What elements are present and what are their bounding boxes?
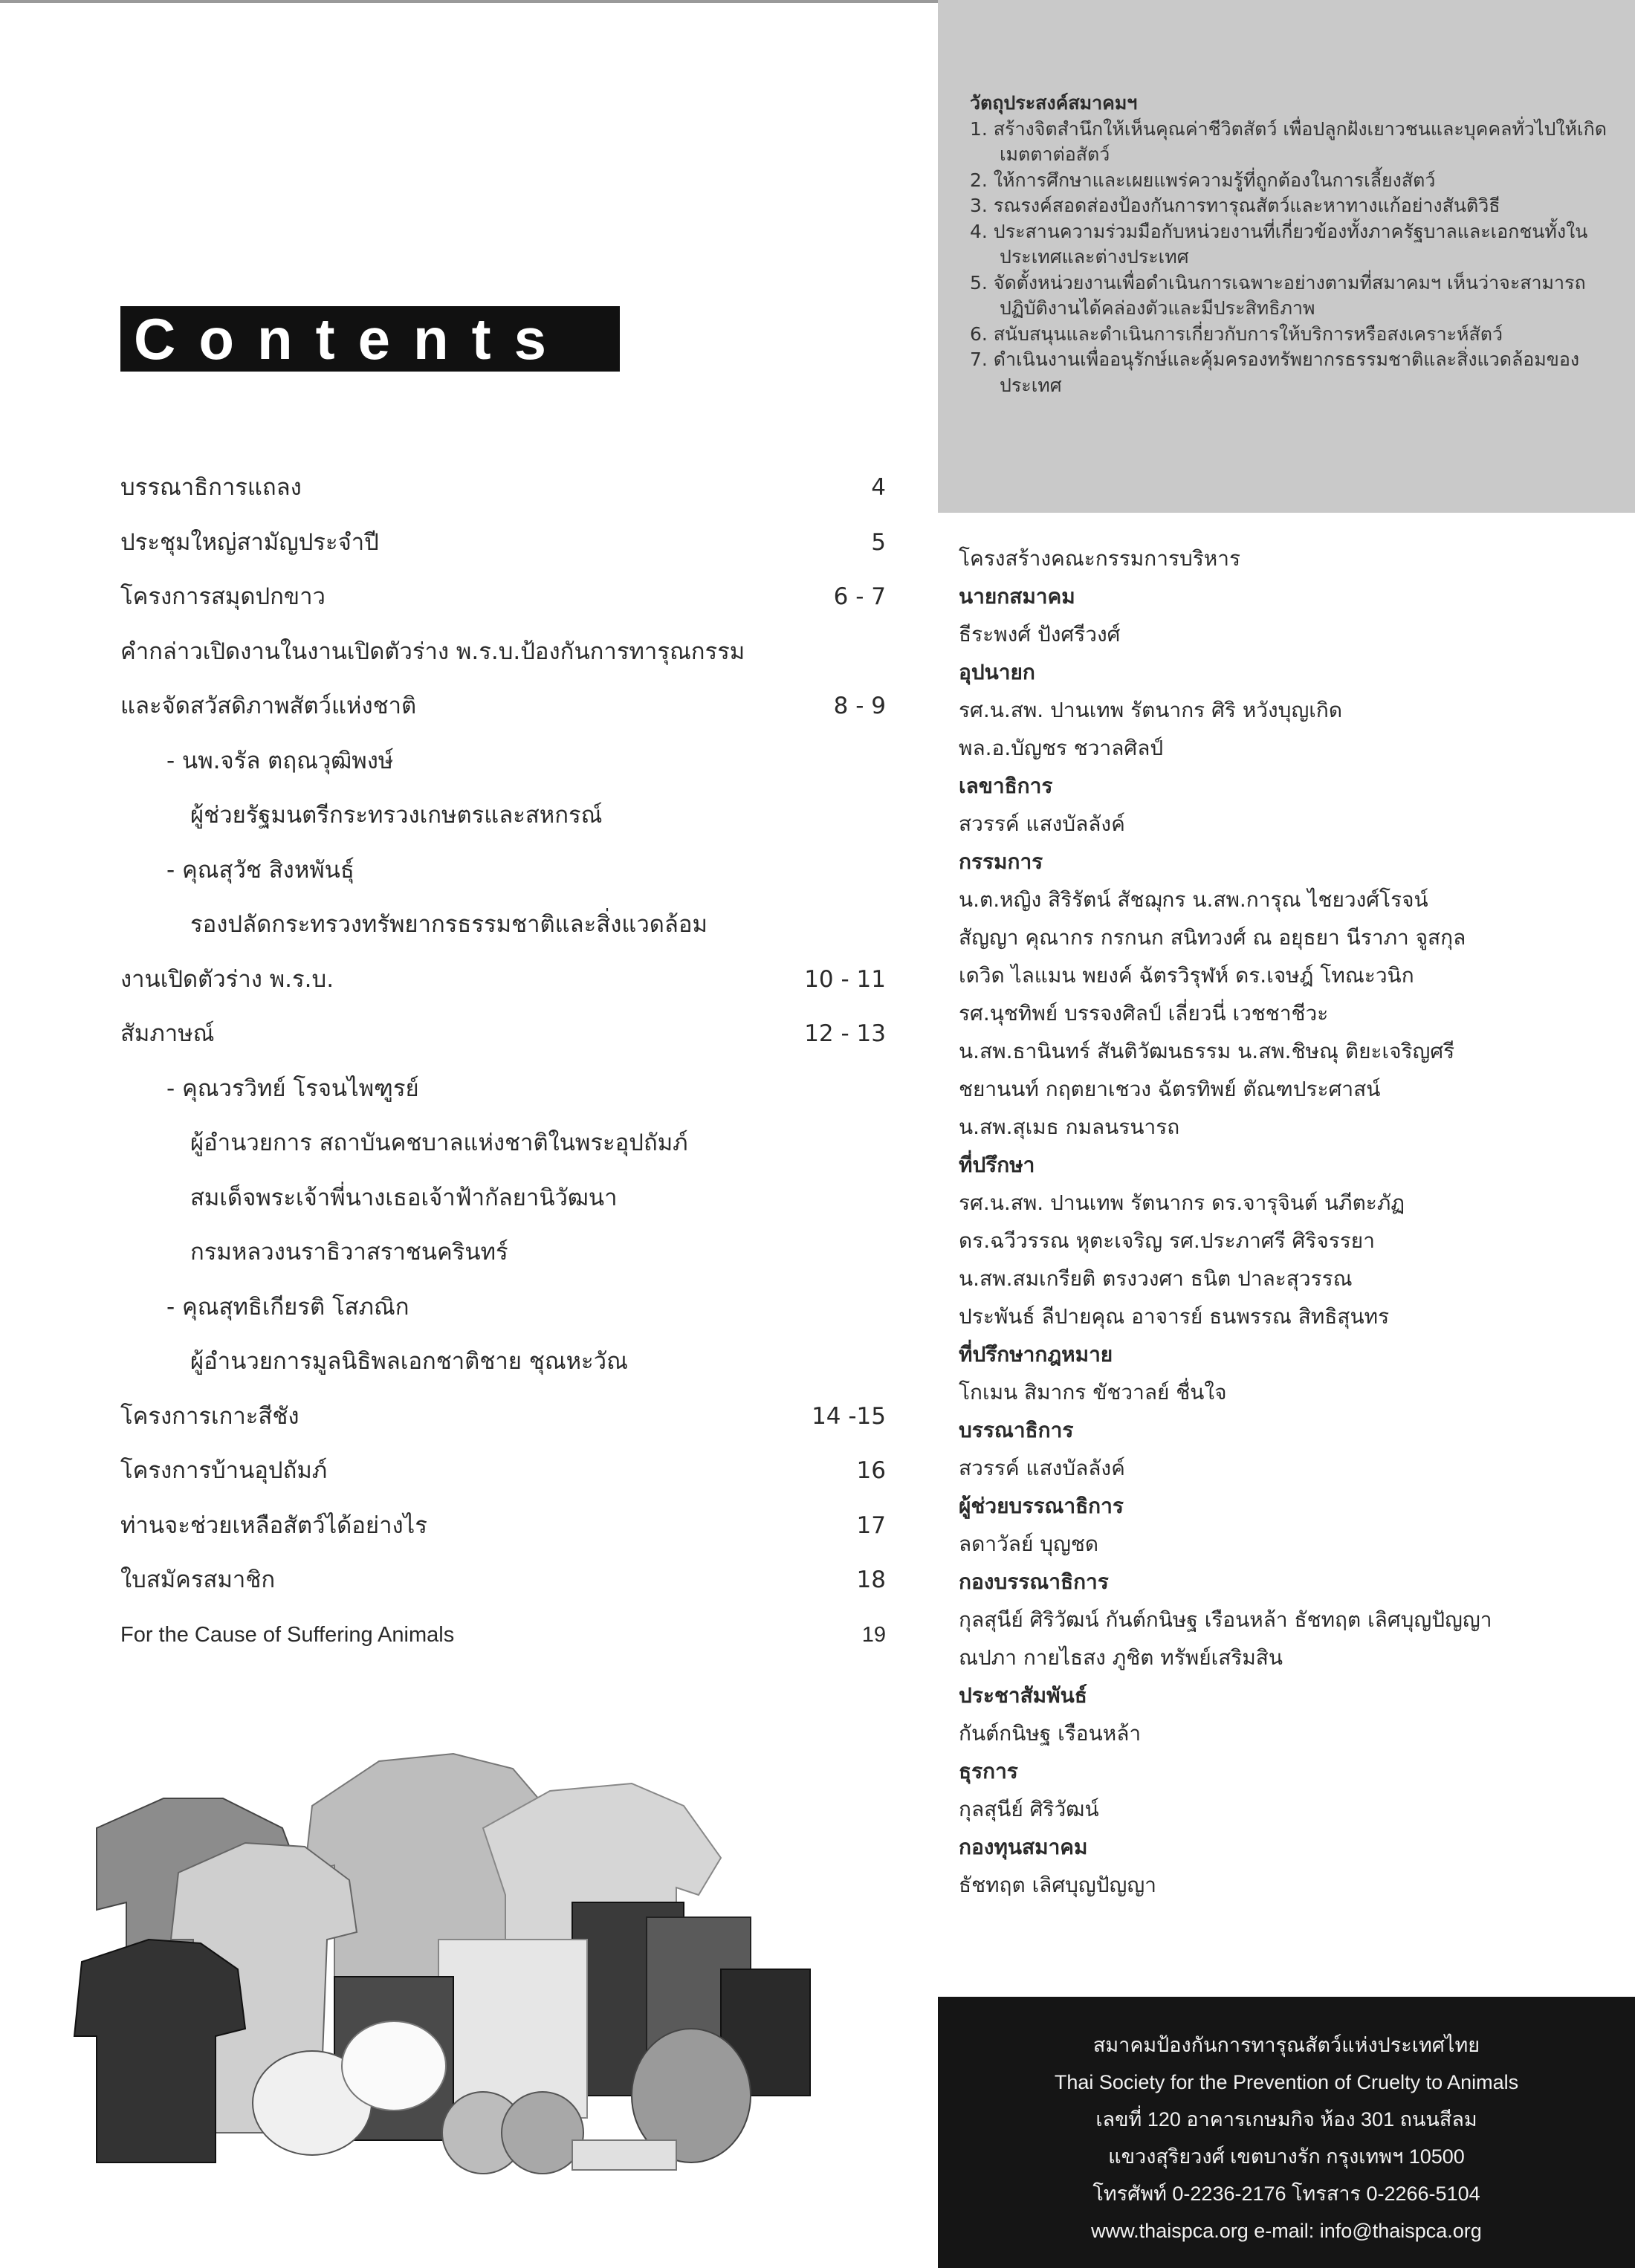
toc-entry-title: For the Cause of Suffering Animals (120, 1622, 455, 1647)
committee-member: รศ.น.สพ. ปานเทพ รัตนากร ศิริ หวังบุญเกิด (959, 698, 1343, 722)
committee-role: ผู้ช่วยบรรณาธิการ (959, 1494, 1124, 1518)
committee-member: สัญญา คุณากร กรกนก สนิทวงศ์ ณ อยุธยา นีราภา จูสกุล (959, 925, 1466, 950)
committee-member: กันต์กนิษฐ เรือนหล้า (959, 1721, 1142, 1746)
committee-role: นายกสมาคม (959, 584, 1075, 609)
toc-entry (120, 461, 886, 516)
toc-entry (120, 898, 886, 953)
toc-entry (120, 516, 886, 571)
toc-entry-page: 16 (856, 1457, 886, 1484)
toc-entry (120, 1116, 886, 1171)
toc-entry-page: 14 -15 (812, 1402, 886, 1430)
objective-item: 7. ดำเนินงานเพื่ออนุรักษ์และคุ้มครองทรัพยากรธรรมชาติและสิ่งแวดล้อมของประเทศ (970, 349, 1580, 396)
committee-member: ลดาวัลย์ บุญชด (959, 1532, 1099, 1556)
committee-member: ธีระพงศ์ ปังศรีวงศ์ (959, 622, 1121, 647)
committee-role: บรรณาธิการ (959, 1418, 1074, 1442)
toc-entry (120, 1280, 886, 1335)
footer-line: www.thaispca.org e-mail: info@thaispca.org (1091, 2220, 1482, 2242)
footer-line: เลขที่ 120 อาคารเกษมกิจ ห้อง 301 ถนนสีลม (1095, 2108, 1477, 2131)
committee-role: กองบรรณาธิการ (959, 1569, 1109, 1594)
objective-item: 6. สนับสนุนและดำเนินการเกี่ยวกับการให้บริการหรือสงเคราะห์สัตว์ (970, 323, 1503, 345)
toc-entry (120, 1007, 886, 1062)
committee-member: โกเมน สิมากร ขัชวาลย์ ชื่นใจ (959, 1380, 1227, 1404)
objectives-heading: วัตถุประสงค์สมาคมฯ (970, 92, 1138, 114)
toc-entry-page: 5 (871, 528, 886, 556)
committee-member: พล.อ.บัญชร ชวาลศิลป์ (959, 736, 1164, 760)
toc-entry (120, 570, 886, 625)
toc-entry-title: โครงการบ้านอุปถัมภ์ (120, 1457, 328, 1484)
toc-entry (120, 1444, 886, 1499)
merchandise-photo (67, 1717, 855, 2177)
toc-entry (120, 843, 886, 898)
toc-entry-title: โครงการเกาะสีชัง (120, 1402, 300, 1430)
committee-structure (959, 540, 1613, 1904)
committee-member: ณปภา กายไธสง ภูชิต ทรัพย์เสริมสิน (959, 1645, 1283, 1670)
committee-role: เลขาธิการ (959, 774, 1053, 798)
footer-line: แขวงสุริยวงศ์ เขตบางรัก กรุงเทพฯ 10500 (1108, 2145, 1465, 2168)
committee-member: ประพันธ์ ลีปายคุณ อาจารย์ ธนพรรณ สิทธิสุนทร (959, 1304, 1390, 1329)
committee-role: อุปนายก (959, 660, 1035, 684)
toc-entry-title: ผู้อำนวยการ สถาบันคชบาลแห่งชาติในพระอุปถัมภ์ (190, 1130, 688, 1156)
objective-item: 2. ให้การศึกษาและเผยแพร่ความรู้ที่ถูกต้องในการเลี้ยงสัตว์ (970, 169, 1436, 191)
toc-entry-title: - คุณสุวัช สิงหพันธุ์ (166, 856, 354, 884)
toc-entry (120, 679, 886, 734)
toc-entry-title: ใบสมัครสมาชิก (120, 1566, 276, 1593)
committee-member: กุลสุนีย์ ศิริวัฒน์ กันต์กนิษฐ เรือนหล้า ธัชทฤต เลิศบุญปัญญา (959, 1607, 1492, 1632)
toc-entry-title: และจัดสวัสดิภาพสัตว์แห่งชาติ (120, 693, 417, 719)
toc-entry (120, 1608, 886, 1663)
toc-entry (120, 625, 886, 680)
toc-entry (120, 953, 886, 1008)
toc-entry-page: 10 - 11 (804, 965, 886, 993)
committee-member: ชยานนท์ กฤตยาเชวง ฉัตรทิพย์ ตัณฑประศาสน์ (959, 1077, 1381, 1101)
contents-heading: Contents (120, 306, 620, 372)
toc-entry (120, 1553, 886, 1608)
toc-entry (120, 734, 886, 789)
committee-member: สวรรค์ แสงบัลลังค์ (959, 1456, 1125, 1480)
toc-entry-title: โครงการสมุดปกขาว (120, 583, 326, 610)
toc-entry-title: บรรณาธิการแถลง (120, 474, 302, 501)
committee-role: ที่ปรึกษา (959, 1153, 1035, 1177)
toc-entry-page: 4 (871, 474, 886, 501)
committee-member: น.สพ.สุเมธ กมลนรนารถ (959, 1115, 1180, 1139)
toc-entry-title: - คุณวรวิทย์ โรจนไพฑูรย์ (166, 1075, 419, 1102)
toc-entry (120, 1225, 886, 1280)
committee-member: รศ.นุชทิพย์ บรรจงศิลป์ เลี่ยวนี่ เวชชาชีวะ (959, 1001, 1329, 1026)
toc-entry-page: 12 - 13 (804, 1020, 886, 1047)
toc-entry (120, 1499, 886, 1554)
toc-entry-title: ท่านจะช่วยเหลือสัตว์ได้อย่างไร (120, 1512, 427, 1539)
toc-entry-title: ผู้อำนวยการมูลนิธิพลเอกชาติชาย ชุณหะวัณ (190, 1348, 628, 1375)
objective-item: 1. สร้างจิตสำนึกให้เห็นคุณค่าชีวิตสัตว์ เพื่อปลูกฝังเยาวชนและบุคคลทั่วไปให้เกิดเมตตาต่อสัตว์ (970, 117, 1607, 165)
toc-entry-title: กรมหลวงนราธิวาสราชนครินทร์ (190, 1239, 508, 1266)
toc-entry (120, 1062, 886, 1117)
committee-member: กุลสุนีย์ ศิริวัฒน์ (959, 1797, 1099, 1821)
committee-role: ประชาสัมพันธ์ (959, 1683, 1087, 1708)
toc-entry-page: 19 (861, 1622, 886, 1647)
toc-entry-title: - คุณสุทธิเกียรติ โสภณิก (166, 1293, 409, 1321)
toc-entry-page: 18 (856, 1566, 886, 1593)
toc-entry-page: 6 - 7 (833, 583, 886, 610)
footer-line: โทรศัพท์ 0-2236-2176 โทรสาร 0-2266-5104 (1092, 2183, 1480, 2205)
toc-entry-title: คำกล่าวเปิดงานในงานเปิดตัวร่าง พ.ร.บ.ป้องกันการทารุณกรรม (120, 638, 745, 665)
toc-entry-title: รองปลัดกระทรวงทรัพยากรธรรมชาติและสิ่งแวดล้อม (190, 911, 708, 938)
committee-member: ดร.ฉวีวรรณ หุตะเจริญ รศ.ประภาศรี ศิริจรรยา (959, 1228, 1375, 1253)
objectives (970, 91, 1616, 398)
toc-entry-title: สัมภาษณ์ (120, 1020, 215, 1047)
toc-entry (120, 1390, 886, 1445)
committee-member: รศ.น.สพ. ปานเทพ รัตนากร ดร.จารุจินต์ นภีตะภัฏ (959, 1190, 1405, 1215)
objective-item: 3. รณรงค์สอดส่องป้องกันการทารุณสัตว์และหาทางแก้อย่างสันติวิธี (970, 195, 1500, 216)
toc-entry-title: - นพ.จรัล ตฤณวุฒิพงษ์ (166, 747, 394, 774)
committee-title: โครงสร้างคณะกรรมการบริหาร (959, 546, 1240, 571)
footer-line: Thai Society for the Prevention of Cruelty to Animals (1054, 2071, 1519, 2093)
objective-item: 4. ประสานความร่วมมือกับหน่วยงานที่เกี่ยวข้องทั้งภาครัฐบาลและเอกชนทั้งในประเทศและต่างประเทศ (970, 220, 1588, 268)
committee-role: ธุรการ (959, 1759, 1018, 1783)
toc-entry (120, 1335, 886, 1390)
committee-member: น.สพ.สมเกรียติ ตรงวงศา ธนิต ปาละสุวรรณ (959, 1266, 1353, 1291)
toc-entry-title: งานเปิดตัวร่าง พ.ร.บ. (120, 965, 334, 993)
toc-entry-page: 8 - 9 (833, 693, 886, 719)
objective-item: 5. จัดตั้งหน่วยงานเพื่อดำเนินการเฉพาะอย่างตามที่สมาคมฯ เห็นว่าจะสามารถปฏิบัติงานได้คล่องตัวและมีประสิทธิภาพ (970, 271, 1586, 319)
committee-member: เดวิด ไลแมน พยงค์ ฉัตรวิรุฬห์ ดร.เจษฎ์ โทณะวนิก (959, 963, 1414, 988)
committee-role: กองทุนสมาคม (959, 1835, 1088, 1859)
toc-entry (120, 1171, 886, 1226)
footer-line: สมาคมป้องกันการทารุณสัตว์แห่งประเทศไทย (1092, 2034, 1480, 2056)
toc-entry (120, 788, 886, 843)
committee-member: สวรรค์ แสงบัลลังค์ (959, 811, 1125, 836)
toc-entry-title: สมเด็จพระเจ้าพี่นางเธอเจ้าฟ้ากัลยานิวัฒนา (190, 1184, 618, 1211)
committee-member: น.ต.หญิง สิริรัตน์ สัชฌุกร น.สพ.การุณ ไชยวงศ์โรจน์ (959, 887, 1428, 912)
committee-role: ที่ปรึกษากฎหมาย (959, 1342, 1113, 1367)
committee-role: กรรมการ (959, 849, 1043, 874)
footer-contact (938, 1997, 1635, 2268)
toc-entry-title: ผู้ช่วยรัฐมนตรีกระทรวงเกษตรและสหกรณ์ (190, 802, 603, 829)
committee-member: ธัชทฤต เลิศบุญปัญญา (959, 1873, 1156, 1897)
toc-entry-page: 17 (856, 1512, 886, 1539)
toc-entry-title: ประชุมใหญ่สามัญประจำปี (120, 528, 379, 556)
table-of-contents (120, 461, 886, 1662)
committee-member: น.สพ.ธานินทร์ สันติวัฒนธรรม น.สพ.ชิษณุ ติยะเจริญศรี (959, 1039, 1455, 1063)
